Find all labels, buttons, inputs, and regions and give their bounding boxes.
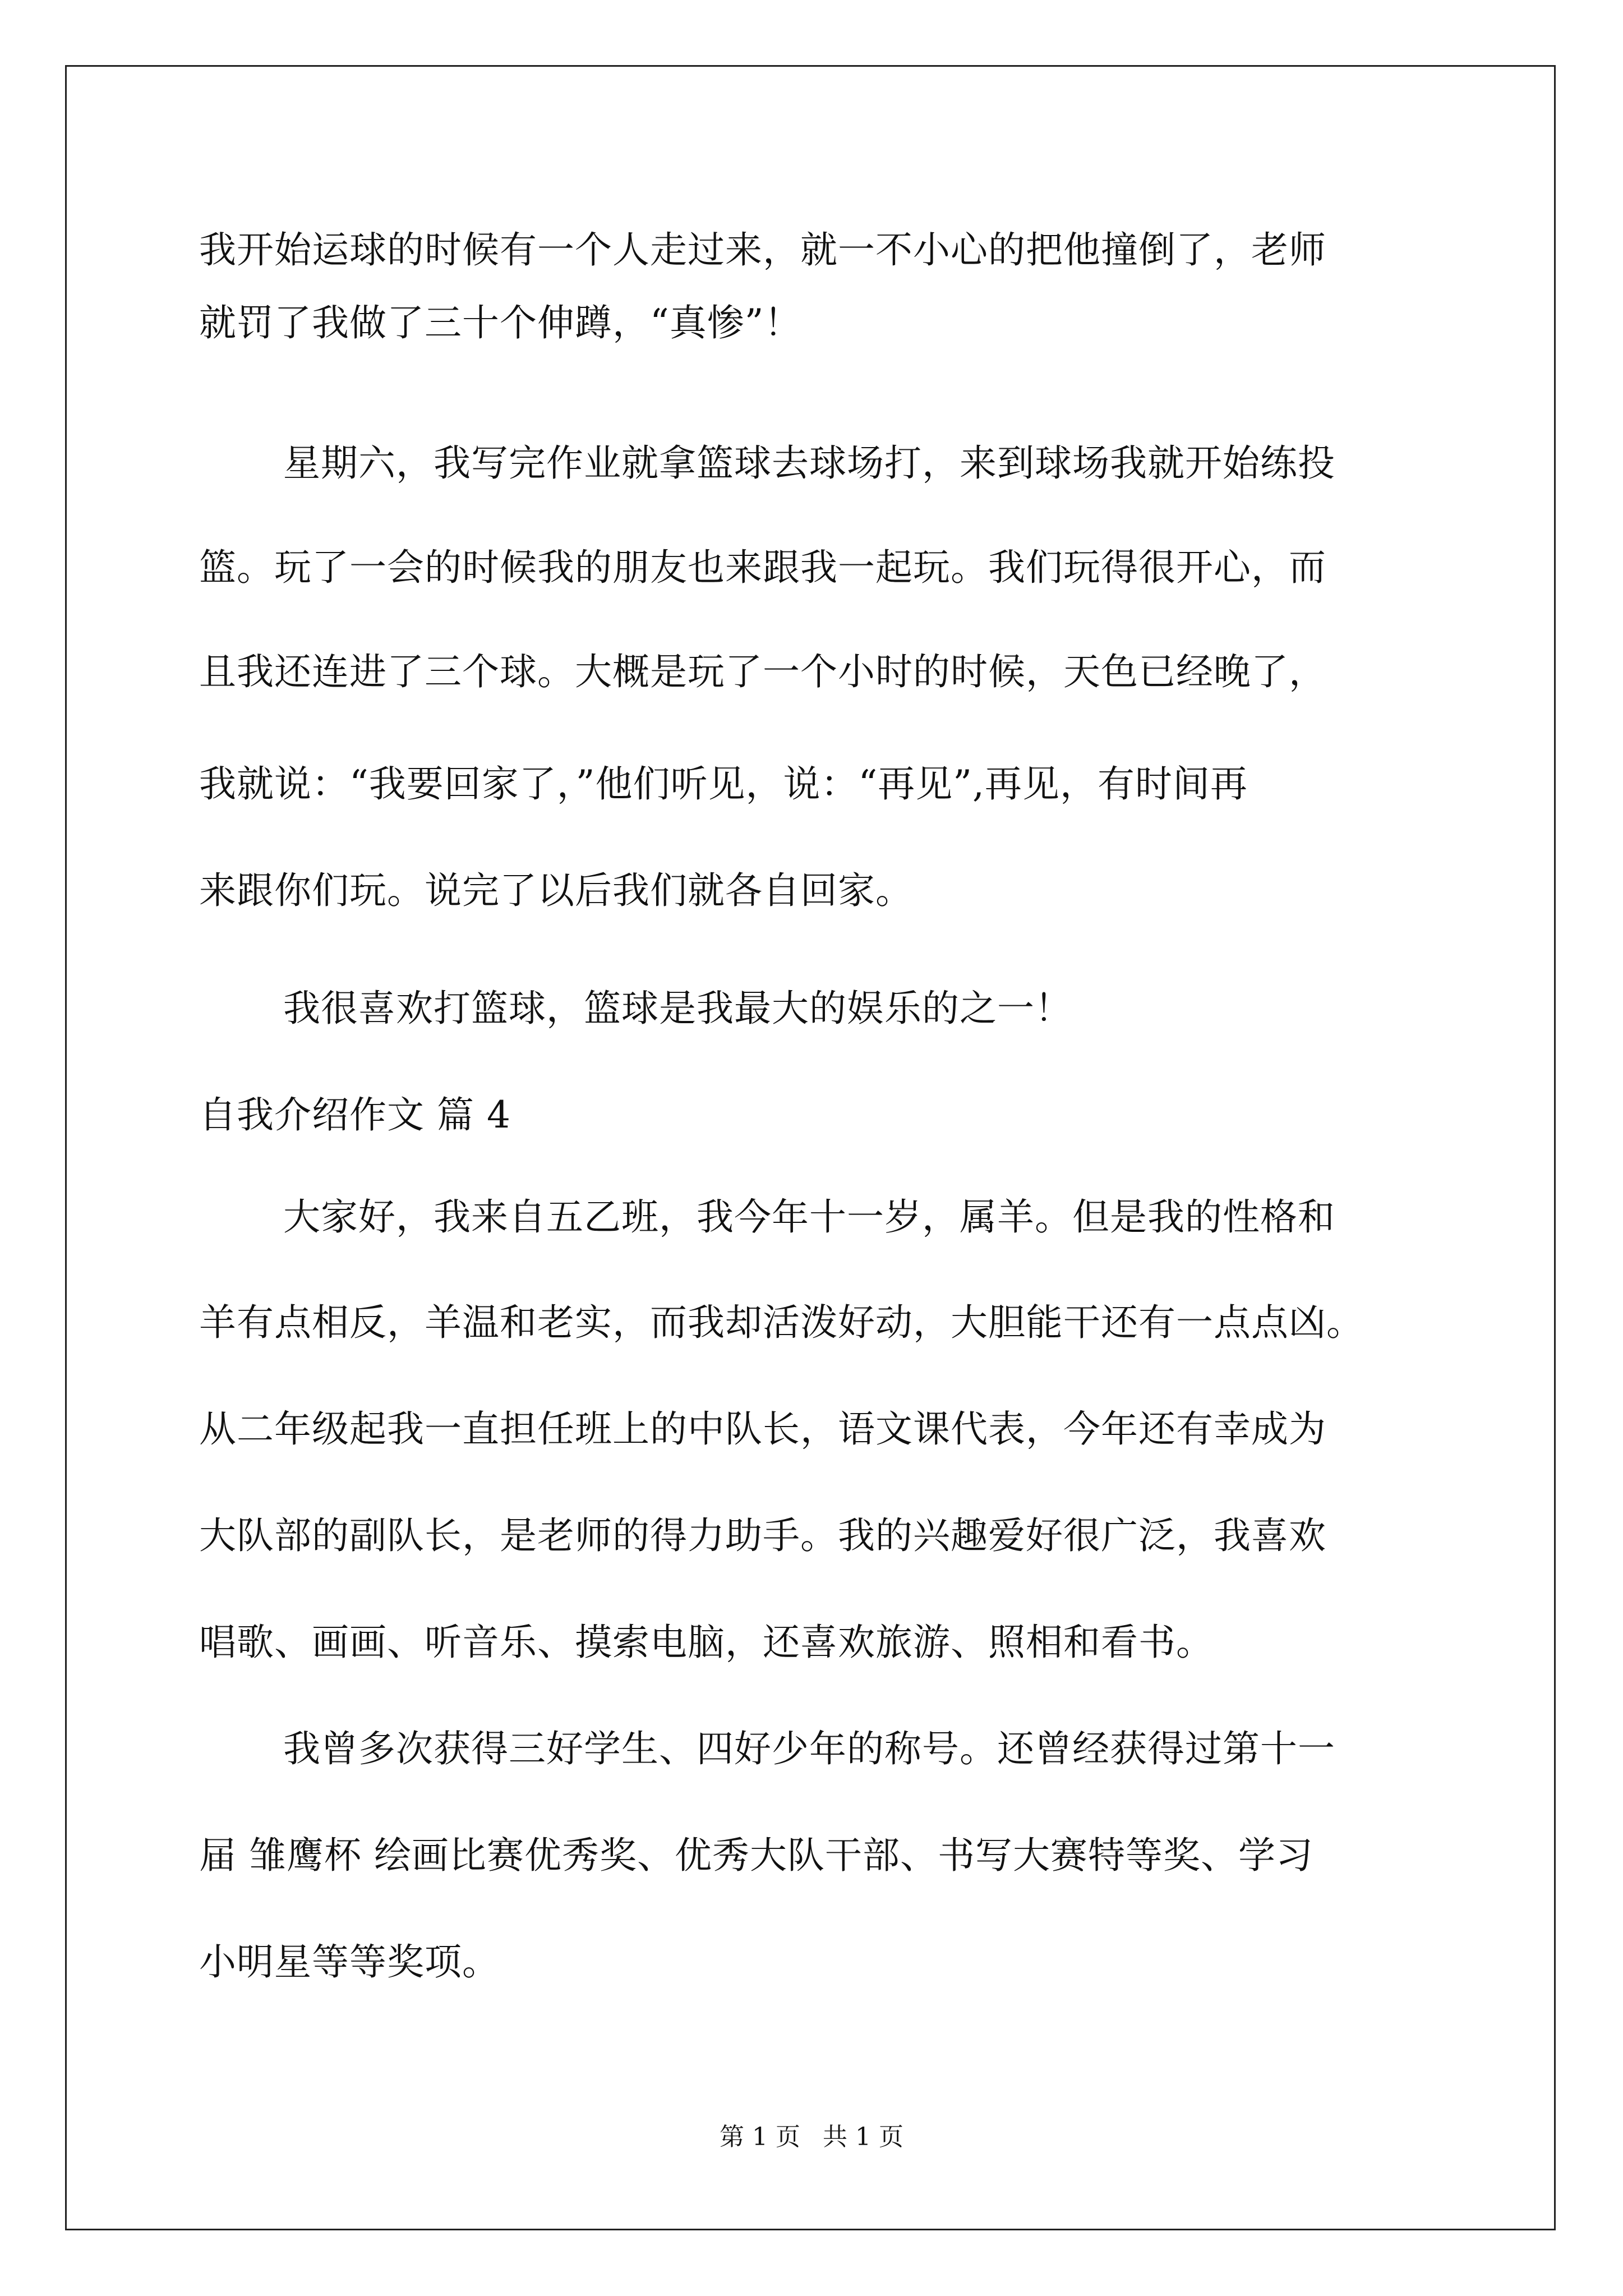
page-border [65, 65, 1556, 2230]
text-line: 从二年级起我一直担任班上的中队长，语文课代表，今年还有幸成为 [199, 1407, 1326, 1451]
paragraph-start-line: 我很喜欢打篮球，篮球是我最大的娱乐的之一！ [283, 987, 1072, 1030]
text-line: 羊有点相反，羊温和老实，而我却活泼好动，大胆能干还有一点点凶。 [199, 1301, 1364, 1344]
text-line: 就罚了我做了三十个伸蹲，“真惨”！ [199, 301, 802, 344]
text-line: 届 雏鹰杯 绘画比赛优秀奖、优秀大队干部、书写大赛特等奖、学习 [199, 1834, 1313, 1877]
page-footer [0, 2120, 1623, 2154]
page-total: 共 1 页 [823, 2123, 903, 2151]
page-number: 第 1 页 [720, 2123, 800, 2151]
text-line: 篮。玩了一会的时候我的朋友也来跟我一起玩。我们玩得很开心，而 [199, 546, 1326, 589]
text-line: 来跟你们玩。说完了以后我们就各自回家。 [199, 869, 913, 912]
text-line: 我就说：“我要回家了，”他们听见，说：“再见”,再见，有时间再 [199, 762, 1248, 806]
paragraph-start-line: 星期六，我写完作业就拿篮球去球场打，来到球场我就开始练投 [283, 441, 1335, 485]
paragraph-start-line: 我曾多次获得三好学生、四好少年的称号。还曾经获得过第十一 [283, 1727, 1335, 1770]
text-line: 唱歌、画画、听音乐、摸索电脑，还喜欢旅游、照相和看书。 [199, 1621, 1214, 1664]
text-line: 小明星等等奖项。 [199, 1940, 500, 1984]
text-line: 大队部的副队长，是老师的得力助手。我的兴趣爱好很广泛，我喜欢 [199, 1514, 1326, 1557]
paragraph-start-line: 大家好，我来自五乙班，我今年十一岁，属羊。但是我的性格和 [283, 1195, 1335, 1239]
section-heading: 自我介绍作文 篇 4 [199, 1093, 511, 1137]
text-line: 我开始运球的时候有一个人走过来，就一不小心的把他撞倒了，老师 [199, 228, 1326, 272]
text-line: 且我还连进了三个球。大概是玩了一个小时的时候，天色已经晚了， [199, 650, 1326, 693]
